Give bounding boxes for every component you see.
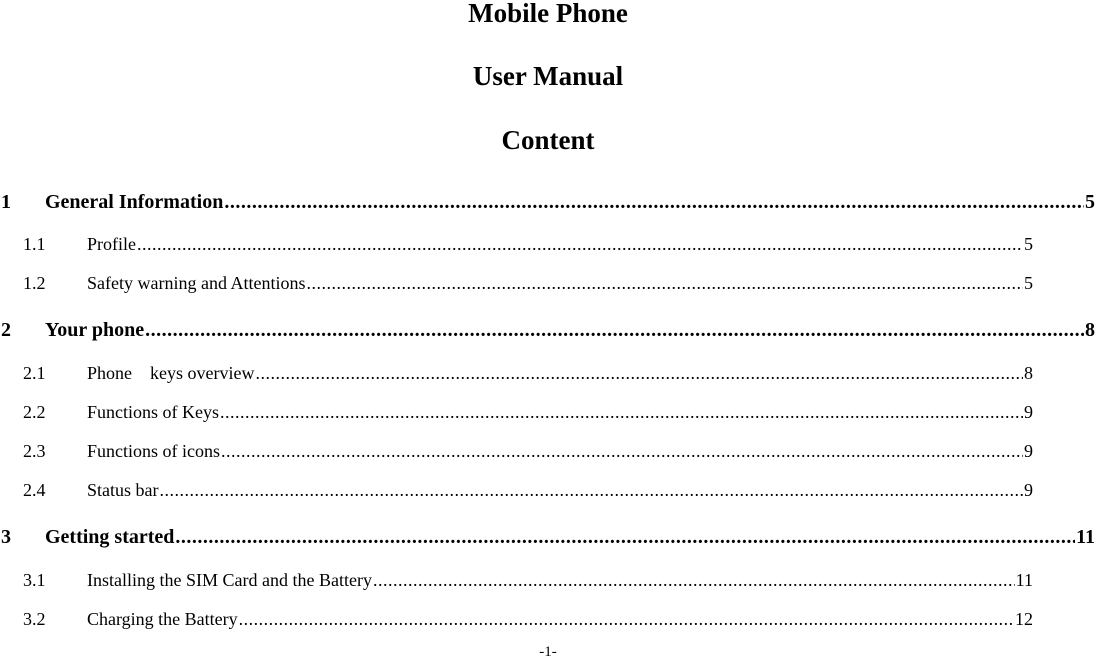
toc-entry[interactable] bbox=[1, 319, 1095, 342]
toc-entry-number: 1.2 bbox=[23, 273, 46, 293]
toc-entry-number: 3 bbox=[1, 526, 11, 548]
toc-entry-label: Installing the SIM Card and the Battery bbox=[87, 570, 372, 590]
toc-entry-page: 9 bbox=[1024, 480, 1033, 500]
toc-entry-page: 11 bbox=[1076, 526, 1095, 548]
toc-entry[interactable] bbox=[1, 526, 1095, 549]
toc-entry-number: 2.3 bbox=[23, 441, 46, 461]
toc-entry-page: 8 bbox=[1024, 363, 1033, 383]
toc-entry-page: 9 bbox=[1024, 402, 1033, 422]
toc-entry[interactable] bbox=[23, 273, 1033, 294]
toc-leader-dots bbox=[137, 234, 1023, 255]
contents-heading: Content bbox=[501, 125, 595, 155]
toc-entry-number: 2.4 bbox=[23, 480, 46, 500]
toc-entry-number: 2.1 bbox=[23, 363, 46, 383]
toc-entry[interactable] bbox=[23, 363, 1033, 384]
document-title: Mobile Phone bbox=[468, 0, 628, 28]
toc-leader-dots bbox=[145, 319, 1084, 342]
toc-entry-page: 9 bbox=[1024, 441, 1033, 461]
toc-entry[interactable] bbox=[23, 609, 1033, 630]
toc-entry-label: Functions of Keys bbox=[87, 402, 219, 422]
toc-entry-label: Profile bbox=[87, 234, 136, 254]
toc-leader-dots bbox=[255, 363, 1023, 384]
toc-entry-number: 1 bbox=[1, 191, 11, 213]
toc-leader-dots bbox=[160, 480, 1024, 501]
toc-leader-dots bbox=[306, 273, 1023, 294]
toc-entry-label: Phone keys overview bbox=[87, 363, 255, 383]
toc-leader-dots bbox=[239, 609, 1014, 630]
toc-entry-page: 12 bbox=[1015, 609, 1033, 629]
toc-entry[interactable] bbox=[23, 441, 1033, 462]
toc-leader-dots bbox=[373, 570, 1015, 591]
toc-entry-label: General Information bbox=[45, 191, 224, 213]
toc-entry-number: 2 bbox=[1, 319, 11, 341]
toc-entry-number: 1.1 bbox=[23, 234, 46, 254]
toc-entry[interactable] bbox=[23, 234, 1033, 255]
toc-entry-page: 11 bbox=[1015, 570, 1033, 590]
toc-entry-number: 3.2 bbox=[23, 609, 46, 629]
toc-entry[interactable] bbox=[23, 402, 1033, 423]
toc-leader-dots bbox=[220, 402, 1023, 423]
document-subtitle: User Manual bbox=[472, 61, 624, 91]
toc-entry-page: 5 bbox=[1024, 234, 1033, 254]
toc-entry-label: Getting started bbox=[45, 526, 175, 548]
toc-entry-page: 8 bbox=[1085, 319, 1095, 341]
toc-leader-dots bbox=[221, 441, 1023, 462]
toc-entry-page: 5 bbox=[1024, 273, 1033, 293]
toc-entry-label: Status bar bbox=[87, 480, 159, 500]
toc-leader-dots bbox=[224, 191, 1084, 214]
toc-entry-label: Charging the Battery bbox=[87, 609, 238, 629]
toc-entry[interactable] bbox=[1, 191, 1095, 214]
toc-entry-page: 5 bbox=[1085, 191, 1095, 213]
toc-entry-label: Functions of icons bbox=[87, 441, 220, 461]
toc-entry-label: Safety warning and Attentions bbox=[87, 273, 306, 293]
toc-entry-number: 2.2 bbox=[23, 402, 46, 422]
page-number: -1- bbox=[539, 644, 557, 660]
toc-entry-label: Your phone bbox=[45, 319, 145, 341]
toc-entry-number: 3.1 bbox=[23, 570, 46, 590]
toc-entry[interactable] bbox=[23, 570, 1033, 591]
toc-leader-dots bbox=[175, 526, 1075, 549]
toc-entry[interactable] bbox=[23, 480, 1033, 501]
